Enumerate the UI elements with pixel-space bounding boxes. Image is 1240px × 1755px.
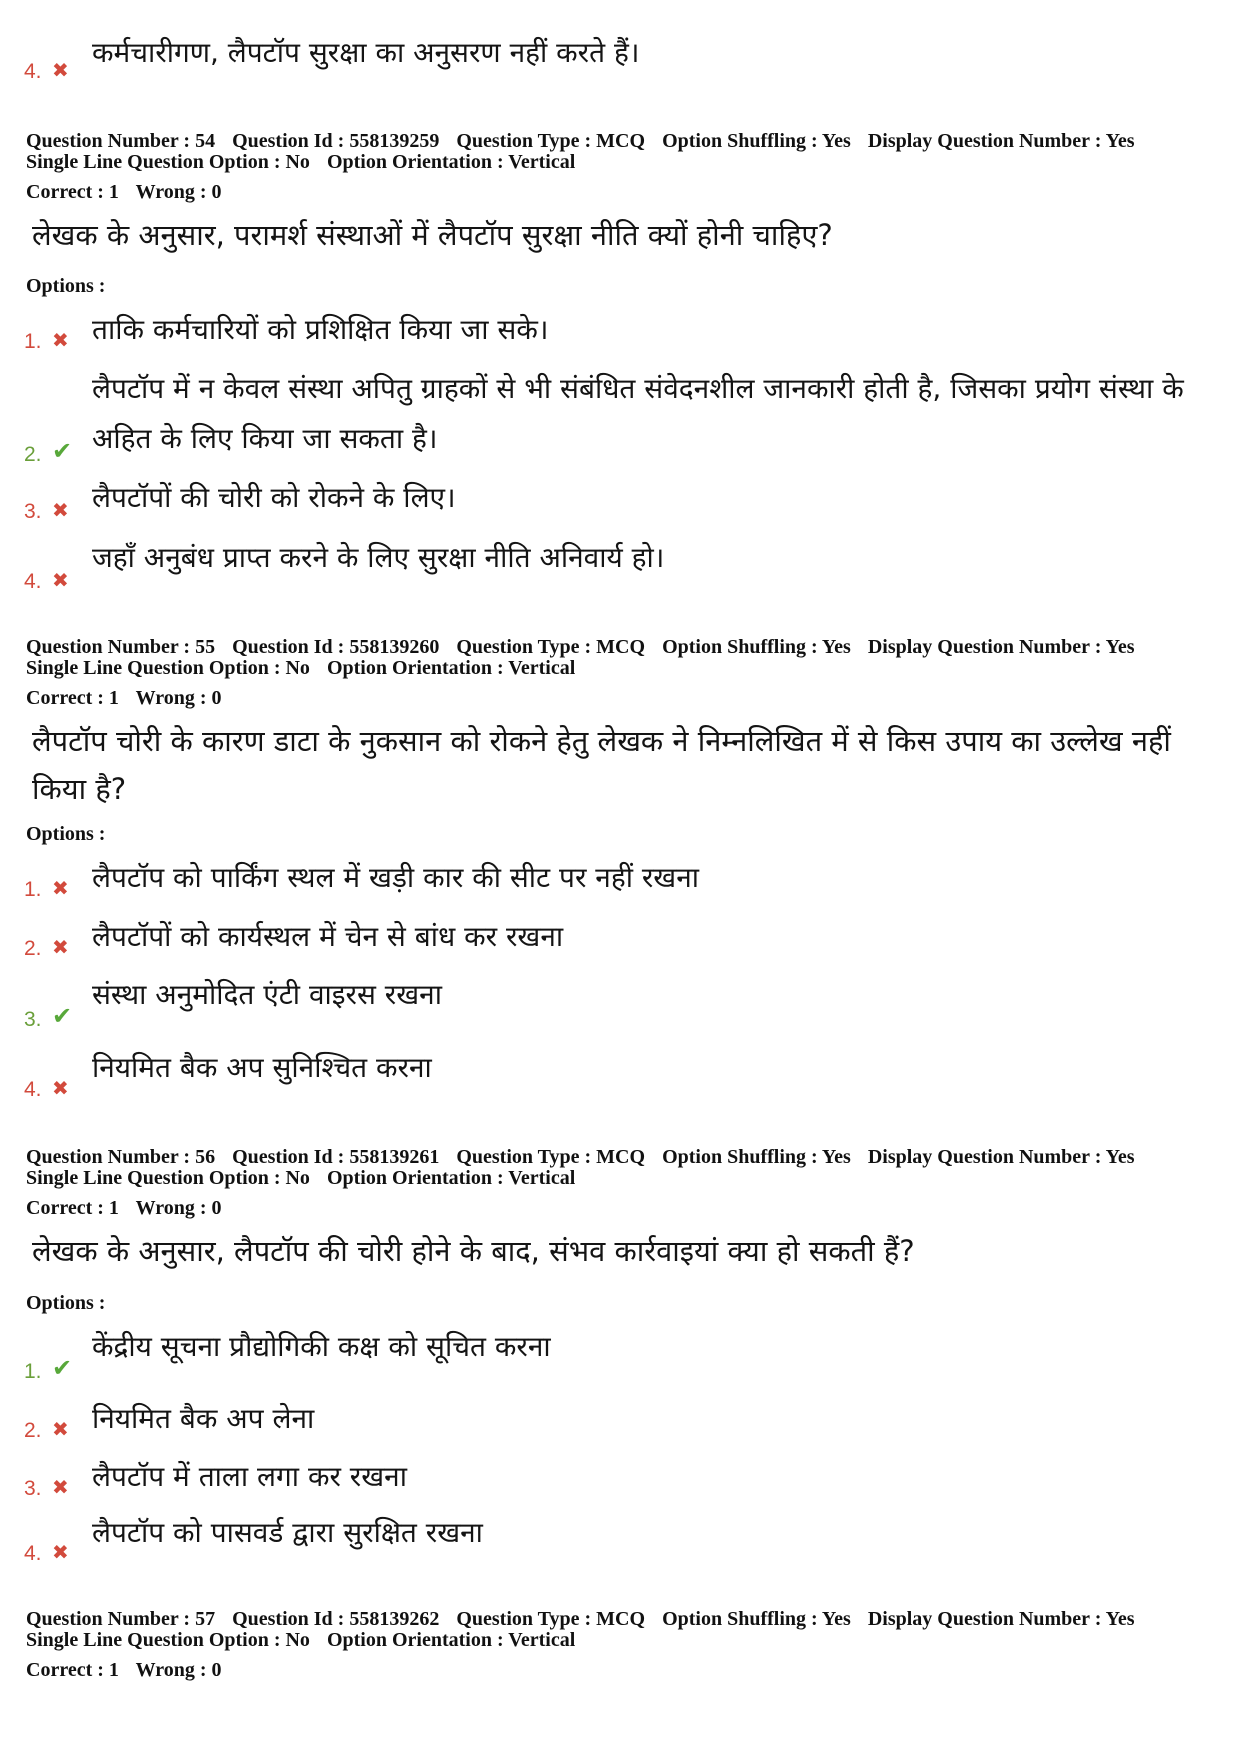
wrong-marks: Wrong : 0 [135,1197,222,1219]
cross-icon: ✖ [52,935,69,959]
cross-icon: ✖ [52,1540,69,1564]
display-question-number: Display Question Number : Yes [867,636,1135,658]
question-number: Question Number : 55 [26,636,216,658]
question-number: Question Number : 57 [26,1608,216,1630]
option-text: लैपटॉप को पासवर्ड द्वारा सुरक्षित रखना [92,1516,483,1549]
option-text: लैपटॉप को पार्किंग स्थल में खड़ी कार की सीट पर नहीं रखना [92,861,700,894]
option-number: 1. [24,330,42,353]
single-line-option: Single Line Question Option : No [26,657,310,679]
option-number: 2. [24,443,42,466]
cross-icon: ✖ [52,568,69,592]
option-number: 2. [24,1419,42,1442]
option-shuffling: Option Shuffling : Yes [662,636,851,658]
option-text: संस्था अनुमोदित एंटी वाइरस रखना [92,978,442,1011]
marking-scheme [26,1659,234,1682]
question-number: Question Number : 56 [26,1146,216,1168]
options-label: Options : [26,275,106,297]
single-line-option: Single Line Question Option : No [26,1629,310,1651]
option-number: 4. [24,1542,42,1565]
marking-scheme [26,1197,234,1220]
question-meta-line2 [26,1168,1226,1189]
option-shuffling: Option Shuffling : Yes [662,1608,851,1630]
wrong-marks: Wrong : 0 [135,687,222,709]
correct-marks: Correct : 1 [26,181,119,203]
option-text: लैपटॉपों की चोरी को रोकने के लिए। [92,481,456,514]
question-number: Question Number : 54 [26,130,216,152]
option-text: लैपटॉप में न केवल संस्था अपितु ग्राहकों से भी संबंधित संवेदनशील जानकारी होती है, जिसका प्रयोग संस्था के अहित के लिए किया जा सकता है। [92,372,1184,455]
option-text: लैपटॉप में ताला लगा कर रखना [92,1460,407,1493]
option-number: 1. [24,1360,42,1383]
question-meta-line2 [26,152,1226,173]
question-id: Question Id : 558139260 [232,636,440,658]
question-meta-line1 [26,637,1226,658]
cross-icon: ✖ [52,58,69,82]
option-number: 1. [24,878,42,901]
question-meta-line1 [26,1147,1226,1168]
option-number: 4. [24,570,42,593]
wrong-marks: Wrong : 0 [135,1659,222,1681]
option-number: 2. [24,937,42,960]
question-id: Question Id : 558139259 [232,130,440,152]
option-text: नियमित बैक अप लेना [92,1402,315,1435]
option-shuffling: Option Shuffling : Yes [662,130,851,152]
check-icon: ✔ [52,1002,73,1030]
option-number: 3. [24,1477,42,1500]
question-meta-line1 [26,131,1226,152]
question-text: लेखक के अनुसार, लैपटॉप की चोरी होने के बाद, संभव कार्रवाइयां क्या हो सकती हैं? [32,1234,915,1268]
option-number: 4. [24,1078,42,1101]
cross-icon: ✖ [52,1475,69,1499]
option-text: जहाँ अनुबंध प्राप्त करने के लिए सुरक्षा नीति अनिवार्य हो। [92,541,665,574]
marking-scheme [26,181,234,204]
question-id: Question Id : 558139262 [232,1608,440,1630]
display-question-number: Display Question Number : Yes [867,1146,1135,1168]
option-number: 4. [24,60,42,83]
question-meta-line1 [26,1609,1226,1630]
correct-marks: Correct : 1 [26,687,119,709]
option-number: 3. [24,500,42,523]
question-meta-line2 [26,1630,1226,1651]
option-shuffling: Option Shuffling : Yes [662,1146,851,1168]
display-question-number: Display Question Number : Yes [867,1608,1135,1630]
cross-icon: ✖ [52,328,69,352]
option-text: नियमित बैक अप सुनिश्चित करना [92,1051,432,1084]
marking-scheme [26,687,234,710]
question-type: Question Type : MCQ [456,1146,646,1168]
display-question-number: Display Question Number : Yes [867,130,1135,152]
option-text: ताकि कर्मचारियों को प्रशिक्षित किया जा सके। [92,313,549,346]
question-text: लैपटॉप चोरी के कारण डाटा के नुकसान को रोकने हेतु लेखक ने निम्नलिखित में से किस उपाय का उल्लेख नहीं किया है? [32,724,1171,806]
options-label: Options : [26,1292,106,1314]
single-line-option: Single Line Question Option : No [26,1167,310,1189]
option-number: 3. [24,1008,42,1031]
single-line-option: Single Line Question Option : No [26,151,310,173]
option-text: कर्मचारीगण, लैपटॉप सुरक्षा का अनुसरण नहीं करते हैं। [92,36,640,69]
question-id: Question Id : 558139261 [232,1146,440,1168]
option-text: लैपटॉपों को कार्यस्थल में चेन से बांध कर रखना [92,920,564,953]
correct-marks: Correct : 1 [26,1659,119,1681]
wrong-marks: Wrong : 0 [135,181,222,203]
cross-icon: ✖ [52,876,69,900]
correct-marks: Correct : 1 [26,1197,119,1219]
question-text: लेखक के अनुसार, परामर्श संस्थाओं में लैपटॉप सुरक्षा नीति क्यों होनी चाहिए? [32,218,833,252]
option-orientation: Option Orientation : Vertical [326,657,576,679]
question-type: Question Type : MCQ [456,636,646,658]
options-label: Options : [26,823,106,845]
option-text: केंद्रीय सूचना प्रौद्योगिकी कक्ष को सूचित करना [92,1330,551,1363]
check-icon: ✔ [52,437,73,465]
cross-icon: ✖ [52,1076,69,1100]
question-type: Question Type : MCQ [456,1608,646,1630]
option-orientation: Option Orientation : Vertical [326,1167,576,1189]
option-orientation: Option Orientation : Vertical [326,151,576,173]
option-orientation: Option Orientation : Vertical [326,1629,576,1651]
question-meta-line2 [26,658,1226,679]
cross-icon: ✖ [52,498,69,522]
cross-icon: ✖ [52,1417,69,1441]
question-type: Question Type : MCQ [456,130,646,152]
check-icon: ✔ [52,1354,73,1382]
